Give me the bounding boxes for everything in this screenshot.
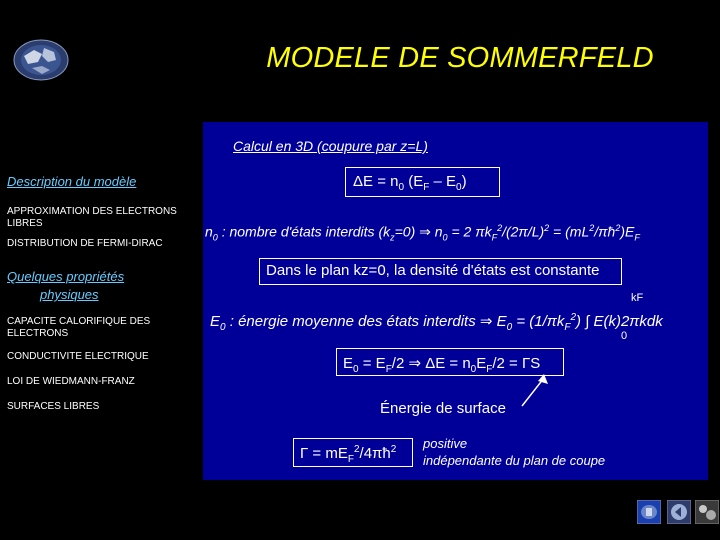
arrow-icon xyxy=(500,372,560,408)
independent-label: indépendante du plan de coupe xyxy=(423,453,606,468)
sidebar-item-approx[interactable]: APPROXIMATION DES ELECTRONS LIBRES xyxy=(7,206,177,229)
result-line: $E_0 = E_F/2$ ⇒ $\Delta E = n_0E_F/2 = \Gamma S$ xyxy=(343,355,541,375)
sidebar-item-conductivite[interactable]: CONDUCTIVITE ELECTRIQUE xyxy=(7,351,149,362)
surface-energy-label: Énergie de surface xyxy=(380,400,506,417)
sidebar-item-capacite[interactable]: CAPACITE CALORIFIQUE DES ELECTRONS xyxy=(7,316,151,339)
plane-note: Dans le plan kz=0, la densité d'états est constante xyxy=(266,262,600,279)
e0-line: $E_0$ : énergie moyenne des états interdits ⇒ $E_0 = (1/\pi k_F^2)$ ∫ E(k)2πkdk xyxy=(210,312,663,333)
page-title: MODELE DE SOMMERFELD xyxy=(266,42,654,74)
sidebar-item-fermi[interactable]: DISTRIBUTION DE FERMI-DIRAC xyxy=(7,238,163,249)
back-icon[interactable] xyxy=(667,500,691,524)
sidebar-heading-properties[interactable]: Quelques propriétés xyxy=(7,269,125,284)
sidebar-heading-description[interactable]: Description du modèle xyxy=(7,174,137,189)
integral-lower: 0 xyxy=(621,330,628,342)
sidebar-heading-properties-2[interactable]: physiques xyxy=(40,287,99,302)
home-icon[interactable] xyxy=(637,500,661,524)
sidebar-item-wiedmann[interactable]: LOI DE WIEDMANN-FRANZ xyxy=(7,376,135,387)
delta-e-formula: $\Delta E = n_0$ $(E_F - E_0)$ xyxy=(353,173,467,193)
integral-upper: kF xyxy=(631,292,644,304)
gamma-formula: $\Gamma = mE_F^2/4\pi ħ^2$ xyxy=(300,444,397,465)
globe-logo-icon xyxy=(12,38,70,82)
gallery-icon[interactable] xyxy=(695,500,719,524)
sidebar-item-surfaces[interactable]: SURFACES LIBRES xyxy=(7,401,100,412)
positive-label: positive xyxy=(423,436,468,451)
calc-heading: Calcul en 3D (coupure par z=L) xyxy=(233,138,428,154)
n0-line: $n_0$ : nombre d'états interdits $(k_z=0)$ ⇒ $n_0 = 2$ $\pi k_F^2/(2\pi/L)^2$ = $(mL^2/\pi ħ^2)E_F$ xyxy=(205,223,640,243)
